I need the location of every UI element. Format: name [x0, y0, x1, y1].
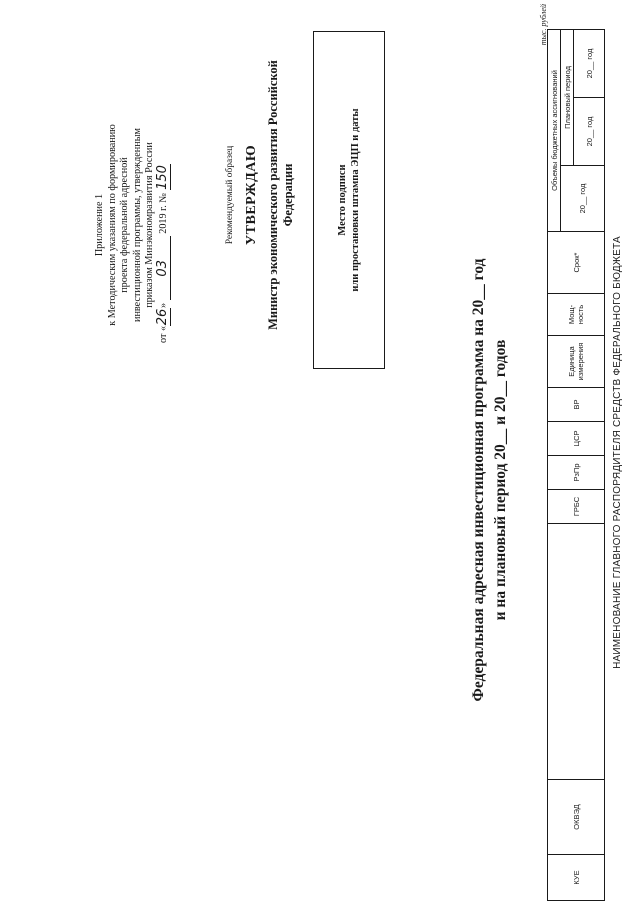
col-header-plan-period: Плановый период [561, 29, 574, 165]
order-year: 2019 г. № [157, 192, 169, 234]
program-table [547, 29, 605, 901]
sample-label: Рекомендуемый образец [225, 145, 235, 245]
appendix-line: проекта федеральной адресной [119, 157, 131, 293]
units-label: тыс. рублей [539, 4, 548, 46]
col-header-volumes: Объемы бюджетных ассигнований [548, 29, 561, 231]
order-mid: » [157, 302, 169, 308]
col-header-vr: ВР [548, 388, 605, 422]
signature-box-line: или простановки штампа ЭЦП и даты [350, 108, 361, 292]
appendix-line: инвестиционной программы, утвержденным [131, 128, 143, 322]
col-header-term: Срок* [548, 232, 605, 294]
title-line: Федеральная адресная инвестиционная программа на 20__ год [470, 258, 487, 702]
col-header-csr: ЦСР [548, 422, 605, 456]
signature-box [313, 31, 385, 369]
col-header-okved: ОКВЭД [548, 780, 605, 855]
minister-title: Министр экономического развития Российской Федерации [266, 60, 295, 330]
appendix-line: Приложение 1 [94, 193, 105, 257]
col-header-year-plan2: 20__ год [574, 29, 605, 97]
approve-heading: УТВЕРЖДАЮ [244, 144, 259, 246]
order-day: 26 [154, 308, 170, 326]
order-number: 150 [154, 165, 170, 190]
col-header-unit: Единица измерения [548, 336, 605, 388]
appendix-line: приказом Минэкономразвития России [144, 142, 156, 308]
document-title [468, 185, 512, 775]
order-date-line [154, 75, 171, 375]
col-header-year-plan1: 20__ год [574, 98, 605, 166]
col-header-grbs: ГРБС [548, 490, 605, 524]
col-header-year-current: 20__ год [561, 166, 605, 232]
col-header-name [548, 524, 605, 780]
col-header-capacity: Мощ-ность [548, 294, 605, 336]
appendix-line: к Методическим указаниям по формированию [106, 124, 118, 326]
appendix-block [94, 75, 171, 375]
title-line: и на плановый период 20__ и 20__ годов [492, 339, 509, 621]
col-header-kue: КУЕ [548, 855, 605, 901]
col-header-rzpr: РзПр [548, 456, 605, 490]
signature-box-line: Место подписи [337, 164, 348, 236]
order-prefix: от « [157, 325, 169, 343]
footer-heading: НАИМЕНОВАНИЕ ГЛАВНОГО РАСПОРЯДИТЕЛЯ СРЕДСТВ ФЕДЕРАЛЬНОГО БЮДЖЕТА [612, 236, 623, 669]
order-month: 03 [157, 236, 171, 300]
